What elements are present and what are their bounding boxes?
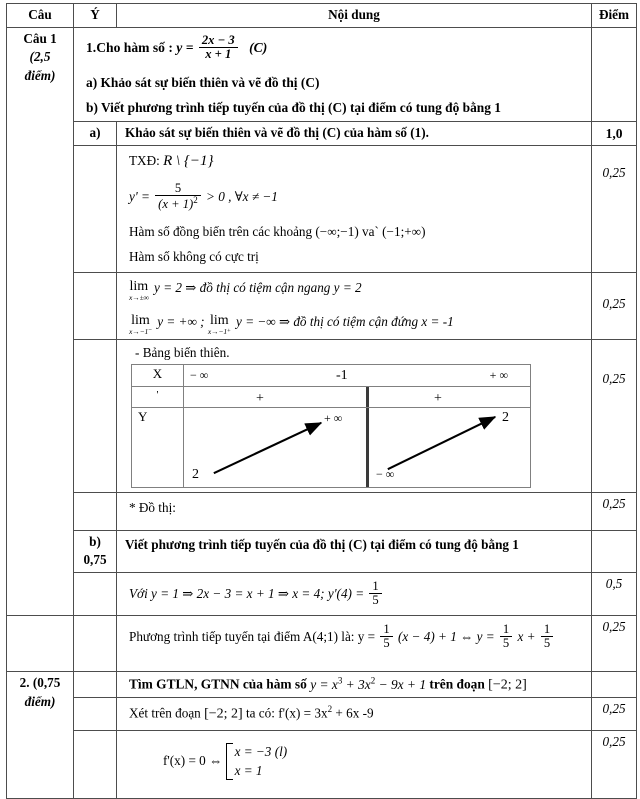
- cau-1-points-line2: điểm): [24, 68, 56, 84]
- xet-exponent: 2: [327, 704, 333, 715]
- txd-label: TXĐ:: [129, 153, 160, 169]
- solve-x-line: [121, 575, 587, 612]
- q2-eq3: − 9x + 1: [378, 676, 427, 692]
- function-fraction: [199, 34, 238, 61]
- root-1: x = −3 (l): [234, 743, 288, 759]
- q2-roots-line: [121, 733, 587, 785]
- cell-diem-blank-1: [592, 27, 637, 122]
- header-cau: Câu: [7, 4, 74, 28]
- variation-y-arrows: [184, 407, 531, 487]
- question-1-part-a-text: a) Khảo sát sự biến thiên và vẽ đồ thị (C): [86, 75, 320, 91]
- tangent-f1-num: 1: [383, 621, 390, 636]
- tangent-x-term: x +: [517, 628, 536, 644]
- table-row: [7, 272, 637, 339]
- limit-1-subscript: x→±∞: [129, 292, 149, 302]
- cell-part-a-title: Khảo sát sự biến thiên và vẽ đồ thị (C) của hàm số (1).: [117, 122, 592, 146]
- cau-2-points: điểm): [24, 693, 56, 709]
- cell-y-blank-3: [74, 339, 117, 492]
- derivative-condition: > 0 , ∀x ≠ −1: [206, 188, 278, 204]
- derivative-denominator: (x + 1): [158, 197, 194, 212]
- variation-sign-1: +: [256, 390, 264, 406]
- cell-question-2-title: [117, 672, 592, 698]
- part-b-points: 0,75: [83, 552, 107, 568]
- variation-deriv-header: ': [132, 386, 184, 407]
- tangent-f2-num: 1: [502, 621, 510, 636]
- cell-diem-q2-title: [592, 672, 637, 698]
- limit-horizontal-asymptote: [121, 275, 587, 303]
- cell-diem-limits: 0,25: [592, 272, 637, 339]
- xet-interval: [−2; 2]: [204, 706, 243, 722]
- cell-y-a: a): [74, 122, 117, 146]
- variation-row-x: [132, 364, 531, 386]
- no-extrema-line: Hàm số không có cực trị: [129, 249, 259, 265]
- curve-label: (C): [249, 39, 268, 55]
- variation-row-derivative: [132, 386, 531, 407]
- cell-diem-q2-derivative: 0,25: [592, 698, 637, 730]
- tangent-f1-den: 5: [380, 636, 392, 650]
- header-diem: Điểm: [592, 4, 637, 28]
- table-row: [7, 492, 637, 530]
- cell-domain-derivative: [117, 146, 592, 272]
- derivative-numerator: 5: [174, 180, 182, 195]
- cell-question-1-statement: [74, 27, 592, 122]
- part-b-label: b): [89, 533, 101, 549]
- limit-3-subscript: x→−1⁺: [207, 327, 231, 337]
- cell-diem-b: [592, 530, 637, 572]
- question-2-title-line: [121, 674, 587, 695]
- cho-ham-so-text: 1.Cho hàm số :: [86, 39, 173, 55]
- table-row: [7, 339, 637, 492]
- y-equals: y =: [176, 39, 194, 55]
- cau-1-points-line1: (2,5: [29, 49, 51, 65]
- fraction-denominator: x + 1: [199, 47, 238, 61]
- limit-2-operator: lim: [131, 313, 150, 329]
- table-row: [7, 672, 637, 698]
- limit-1-result: y = 2 ⇒ đồ thị có tiệm cận ngang y = 2: [154, 279, 362, 295]
- cell-y-blank-2: [74, 272, 117, 339]
- limit-2-result: y = +∞ ;: [157, 314, 205, 330]
- limit-1-operator: lim: [129, 278, 149, 294]
- cell-diem-variation: 0,25: [592, 339, 637, 492]
- cell-solve-x: [117, 573, 592, 615]
- q2-title-prefix: Tìm GTLN, GTNN của hàm số: [129, 676, 307, 692]
- solve-x-text: Với y = 1 ⇒ 2x − 3 = x + 1 ⇒ x = 4; y'(4) =: [129, 585, 365, 601]
- root-2: x = 1: [234, 763, 263, 779]
- cell-limits: [117, 272, 592, 339]
- tangent-fraction-1: [380, 623, 392, 650]
- slope-fraction: [369, 580, 381, 607]
- q2-interval: [−2; 2]: [488, 677, 527, 693]
- variation-x-right: + ∞: [489, 367, 508, 382]
- cell-y-blank-5: [74, 573, 117, 615]
- txd-value: R \ {−1}: [163, 153, 214, 170]
- cell-y-b: [74, 530, 117, 572]
- cell-q2-derivative: [117, 698, 592, 730]
- table-row: [7, 27, 637, 122]
- tangent-equation-line: [121, 618, 587, 669]
- variation-table: [131, 364, 531, 488]
- derivative-fraction: [155, 182, 201, 212]
- cell-q2-roots: [117, 730, 592, 798]
- monotone-line: Hàm số đồng biến trên các khoảng (−∞;−1) va` (−1;+∞): [129, 224, 426, 240]
- variation-label-right-end: 2: [502, 409, 509, 425]
- variation-row-y: [132, 407, 531, 487]
- variation-y-header: Y: [132, 407, 184, 487]
- cell-graph: [117, 492, 592, 530]
- cell-diem-domain: 0,25: [592, 146, 637, 272]
- xet-tail: + 6x -9: [335, 705, 374, 721]
- cell-part-b-title: Viết phương trình tiếp tuyến của đồ thị (C) tại điểm có tung độ bằng 1: [117, 530, 592, 572]
- table-row: [7, 730, 637, 798]
- cell-y-blank-9: [74, 730, 117, 798]
- cell-y-blank-8: [74, 698, 117, 730]
- slope-numerator: 1: [372, 579, 379, 594]
- cell-y-blank-7: [74, 672, 117, 698]
- variation-label-left-start: 2: [192, 466, 199, 482]
- table-row: [7, 146, 637, 272]
- variation-label-right-start: − ∞: [376, 466, 395, 481]
- limit-3-operator: lim: [209, 313, 229, 329]
- cell-diem-tangent: 0,25: [592, 615, 637, 671]
- derivative-y: y' =: [129, 188, 150, 204]
- tangent-prefix: Phương trình tiếp tuyến tại điểm A(4;1) là: y =: [129, 628, 376, 644]
- variation-x-values: [184, 364, 531, 386]
- graph-label: * Đồ thị:: [129, 499, 176, 515]
- cell-cau-1: [7, 27, 74, 615]
- cell-diem-a: 1,0: [592, 122, 637, 146]
- cell-tangent-equation: [117, 615, 592, 671]
- derivative-line: [121, 176, 587, 216]
- root-system: [226, 742, 288, 782]
- xet-prefix: Xét trên đoạn: [129, 705, 201, 721]
- cell-cau-2: [7, 672, 74, 799]
- question-1-function-line: [78, 30, 587, 64]
- cell-cau-1-tail: [7, 615, 74, 671]
- variation-divider-bar-lower: [366, 408, 369, 487]
- variation-deriv-signs: [184, 386, 531, 407]
- tangent-f3-num: 1: [543, 621, 551, 636]
- header-y: Ý: [74, 4, 117, 28]
- tangent-fraction-2: [500, 623, 512, 650]
- q2-exp1: 3: [337, 675, 343, 686]
- table-row: [7, 122, 637, 146]
- variation-arrows-svg: [184, 408, 530, 487]
- limit-2-subscript: x→−1⁻: [129, 327, 152, 337]
- cell-variation-table: [117, 339, 592, 492]
- variation-x-left: − ∞: [190, 367, 209, 382]
- q2-eq2: + 3x: [345, 676, 371, 692]
- cell-y-blank-6: [74, 615, 117, 671]
- q2-title-tail: trên đoạn: [429, 676, 485, 692]
- cau-1-label: Câu 1: [23, 30, 57, 46]
- limit-3-result: y = −∞ ⇒ đồ thị có tiệm cận đứng x = -1: [236, 314, 454, 330]
- table-row: [7, 573, 637, 615]
- q2-exp2: 2: [370, 675, 376, 686]
- variation-label-left-end: + ∞: [324, 410, 343, 425]
- header-noidung: Nội dung: [117, 4, 592, 28]
- fprime-equals-zero: f'(x) = 0 ⇔: [163, 752, 223, 768]
- q2-function: [310, 677, 426, 692]
- tangent-fraction-3: [541, 623, 553, 650]
- cau-2-label: 2. (0,75: [19, 675, 61, 691]
- variation-sign-2: +: [434, 390, 442, 406]
- limit-1: [129, 280, 149, 302]
- table-row: [7, 530, 637, 572]
- cell-diem-solve-x: 0,5: [592, 573, 637, 615]
- grading-table: [6, 3, 637, 799]
- variation-divider-bar-upper: [366, 387, 369, 407]
- cell-y-blank-1: [74, 146, 117, 272]
- domain-line: [121, 148, 587, 175]
- slope-denominator: 5: [369, 593, 381, 607]
- q2-derivative-line: [121, 700, 587, 727]
- tangent-f2-den: 5: [500, 636, 512, 650]
- limit-2: [129, 314, 152, 336]
- fraction-numerator: 2x − 3: [201, 32, 235, 47]
- table-row: [7, 615, 637, 671]
- q2-eq1: y = x: [310, 676, 338, 692]
- limit-vertical-asymptote: [121, 302, 587, 337]
- derivative-exponent: 2: [193, 194, 198, 205]
- limit-3: [208, 314, 231, 336]
- variation-table-label: - Bảng biến thiên.: [135, 344, 230, 360]
- tangent-f3-den: 5: [541, 636, 553, 650]
- question-1-part-b-text: b) Viết phương trình tiếp tuyến của đồ thị (C) tại điểm có tung độ bằng 1: [86, 100, 501, 116]
- variation-x-header: X: [132, 364, 184, 386]
- variation-x-mid: -1: [336, 367, 348, 383]
- cell-y-blank-4: [74, 492, 117, 530]
- cell-diem-q2-roots: 0,25: [592, 730, 637, 798]
- table-header-row: [7, 4, 637, 28]
- cell-diem-graph: 0,25: [592, 492, 637, 530]
- xet-mid: ta có: f'(x) = 3x: [245, 705, 328, 721]
- table-row: [7, 698, 637, 730]
- tangent-mid: (x − 4) + 1 ⇔ y =: [397, 628, 495, 644]
